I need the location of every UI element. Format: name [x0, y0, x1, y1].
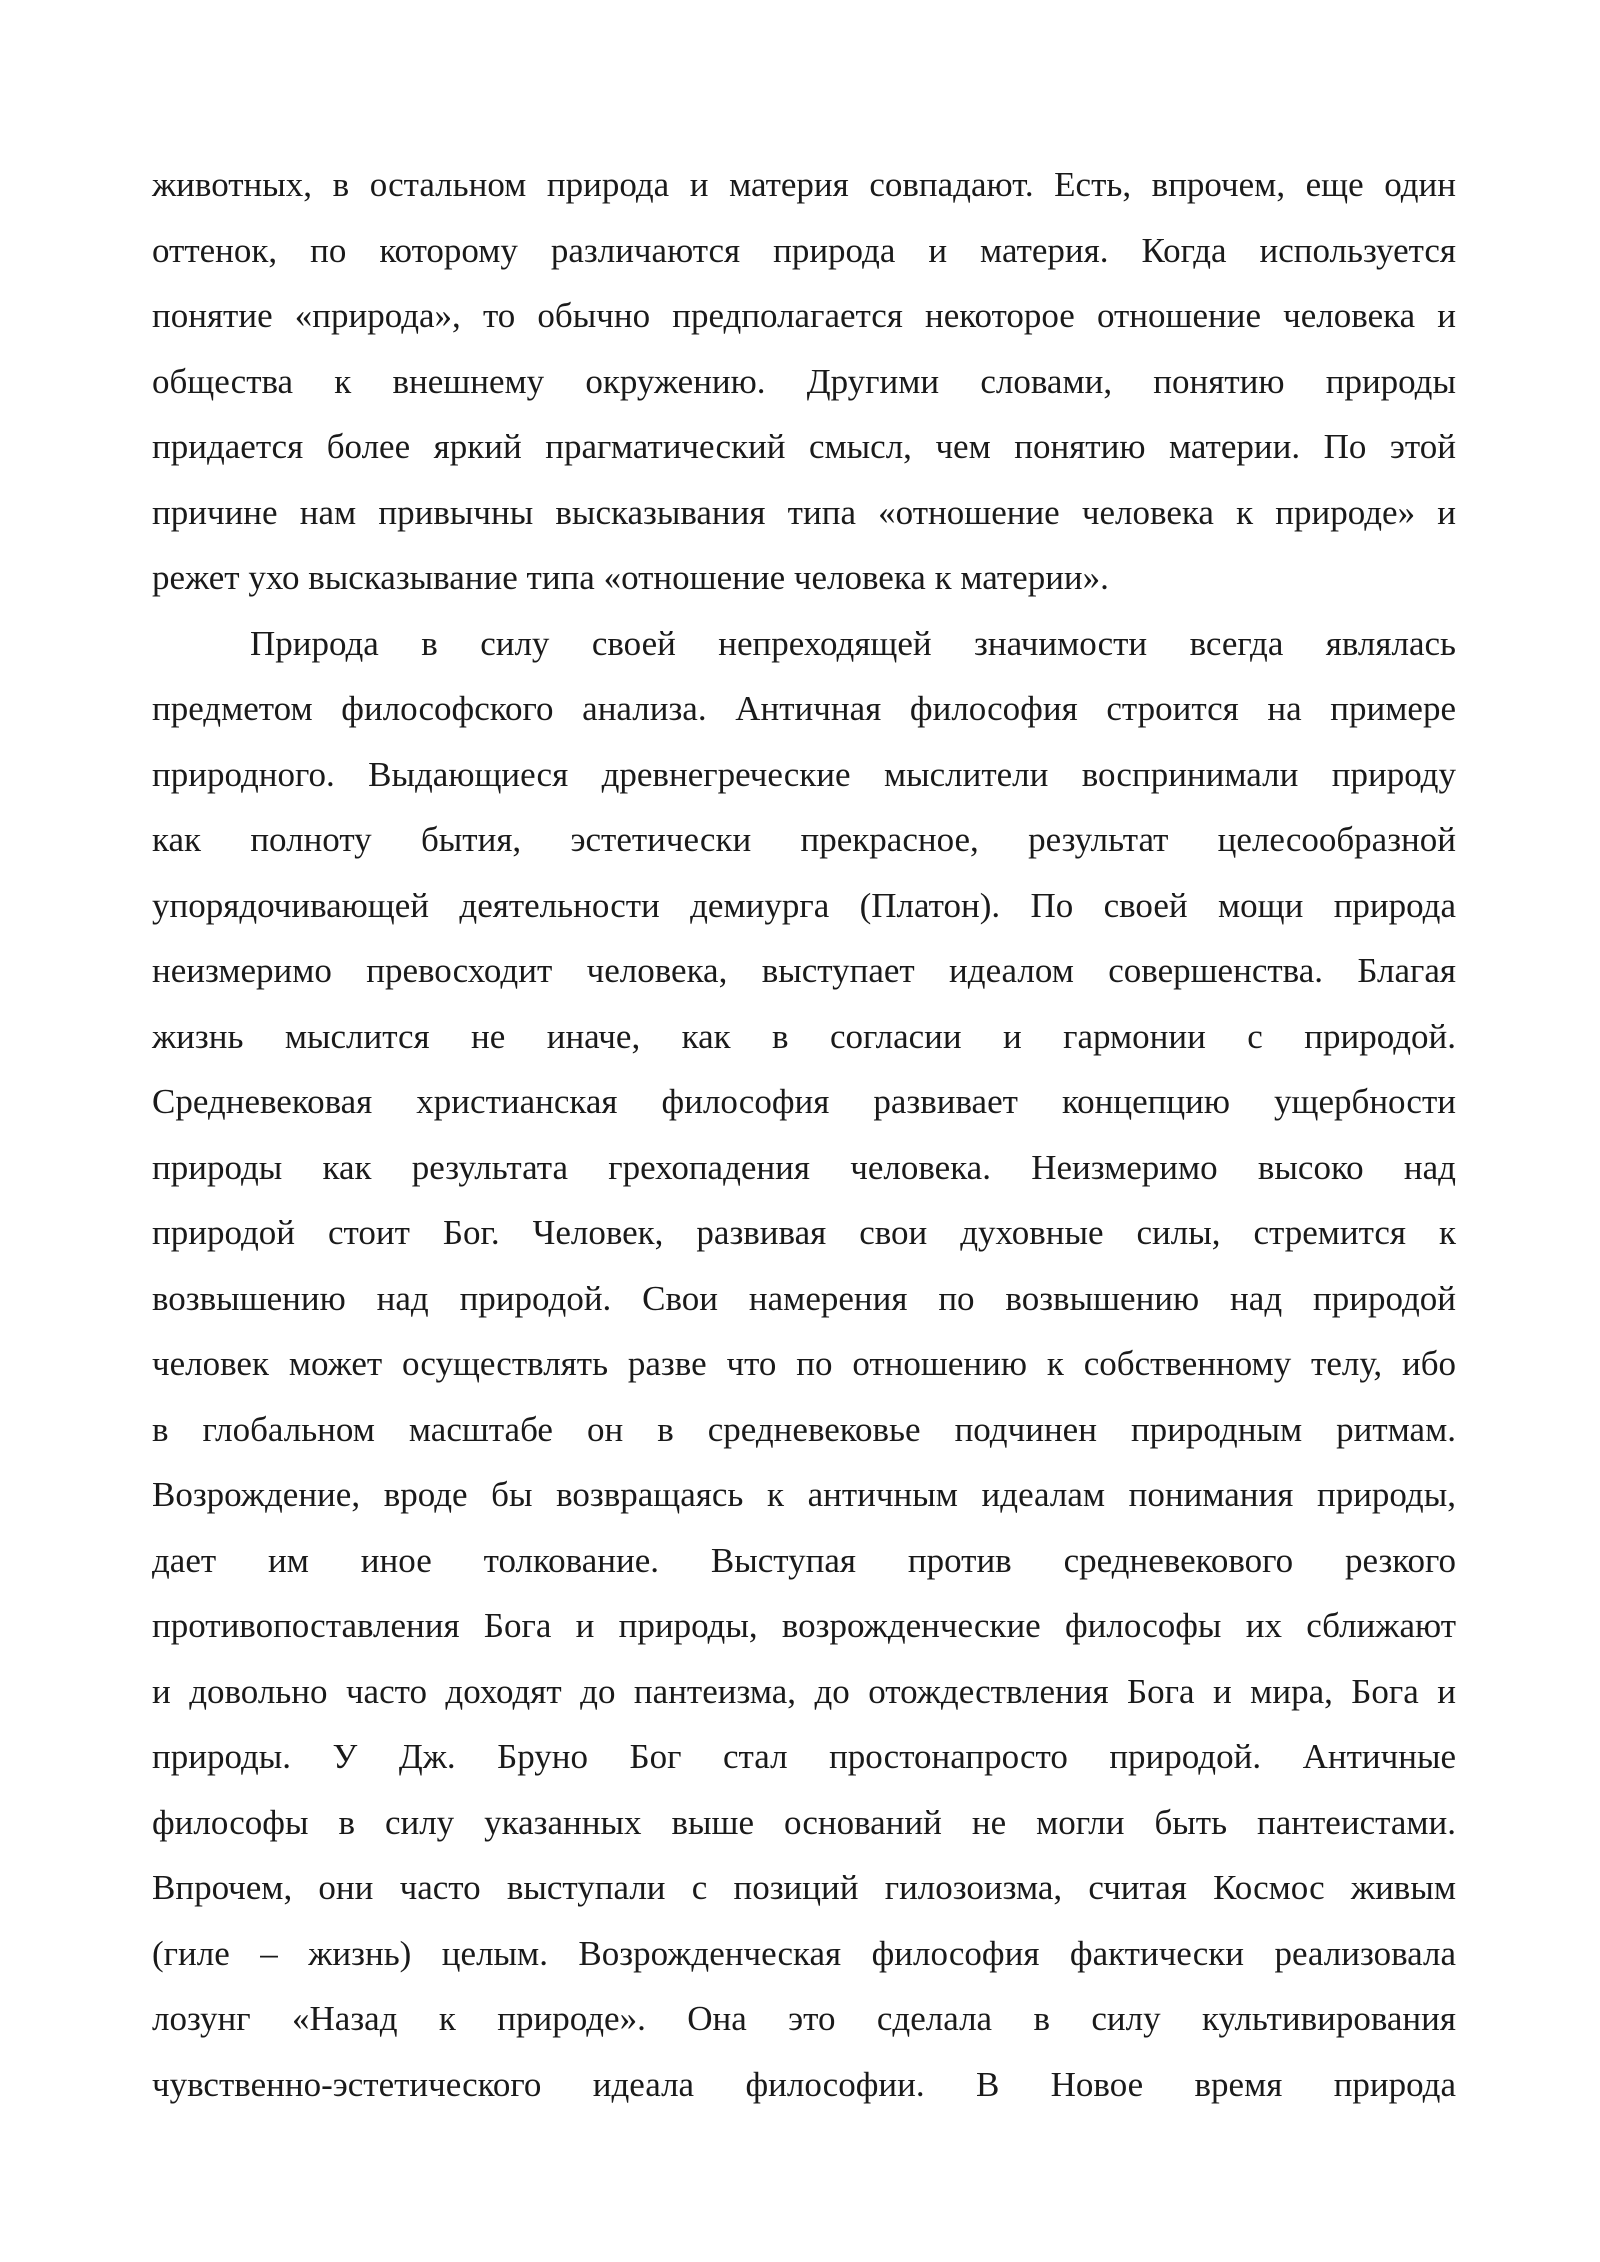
text-line: придается более яркий прагматический смысл, чем понятию материи. По этой	[152, 427, 1456, 466]
text-line: Средневековая христианская философия развивает концепцию ущербности	[152, 1082, 1456, 1121]
text-line: природы. У Дж. Бруно Бог стал простонапросто природой. Античные	[152, 1737, 1456, 1776]
text-line: лозунг «Назад к природе». Она это сделала в силу культивирования	[152, 1999, 1456, 2038]
text-line: природой стоит Бог. Человек, развивая свои духовные силы, стремится к	[152, 1213, 1456, 1252]
text-line: человек может осуществлять разве что по отношению к собственному телу, ибо	[152, 1344, 1456, 1383]
text-line: Возрождение, вроде бы возвращаясь к античным идеалам понимания природы,	[152, 1475, 1456, 1514]
text-line: Впрочем, они часто выступали с позиций гилозоизма, считая Космос живым	[152, 1868, 1456, 1907]
text-line: общества к внешнему окружению. Другими словами, понятию природы	[152, 361, 1456, 401]
text-line: животных, в остальном природа и материя совпадают. Есть, впрочем, еще один	[152, 165, 1456, 204]
text-line: природы как результата грехопадения человека. Неизмеримо высоко над	[152, 1147, 1456, 1187]
text-line: и довольно часто доходят до пантеизма, до отождествления Бога и мира, Бога и	[152, 1671, 1456, 1711]
text-line: (гиле – жизнь) целым. Возрожденческая философия фактически реализовала	[152, 1933, 1456, 1973]
paragraph-2	[152, 611, 1456, 2118]
paragraph-1	[152, 152, 1456, 611]
text-line: неизмеримо превосходит человека, выступает идеалом совершенства. Благая	[152, 951, 1456, 990]
text-line: жизнь мыслится не иначе, как в согласии и гармонии с природой.	[152, 1016, 1456, 1056]
text-line: причине нам привычны высказывания типа «отношение человека к природе» и	[152, 492, 1456, 532]
text-line: в глобальном масштабе он в средневековье подчинен природным ритмам.	[152, 1409, 1456, 1449]
text-line: предметом философского анализа. Античная философия строится на примере	[152, 689, 1456, 728]
text-line: противопоставления Бога и природы, возрожденческие философы их сближают	[152, 1606, 1456, 1645]
text-line: возвышению над природой. Свои намерения по возвышению над природой	[152, 1278, 1456, 1318]
text-line: как полноту бытия, эстетически прекрасное, результат целесообразной	[152, 820, 1456, 859]
text-line: дает им иное толкование. Выступая против средневекового резкого	[152, 1540, 1456, 1580]
text-line: природного. Выдающиеся древнегреческие мыслители воспринимали природу	[152, 754, 1456, 794]
text-line: философы в силу указанных выше оснований не могли быть пантеистами.	[152, 1802, 1456, 1842]
text-line: оттенок, по которому различаются природа и материя. Когда используется	[152, 230, 1456, 270]
text-line: понятие «природа», то обычно предполагается некоторое отношение человека и	[152, 296, 1456, 335]
text-line: Природа в силу своей непреходящей значимости всегда являлась	[250, 623, 1456, 663]
text-line: чувственно-эстетического идеала философии. В Новое время природа	[152, 2064, 1456, 2104]
document-page	[152, 152, 1456, 2117]
text-line: упорядочивающей деятельности демиурга (Платон). По своей мощи природа	[152, 885, 1456, 925]
text-line: режет ухо высказывание типа «отношение человека к материи».	[152, 558, 1109, 597]
